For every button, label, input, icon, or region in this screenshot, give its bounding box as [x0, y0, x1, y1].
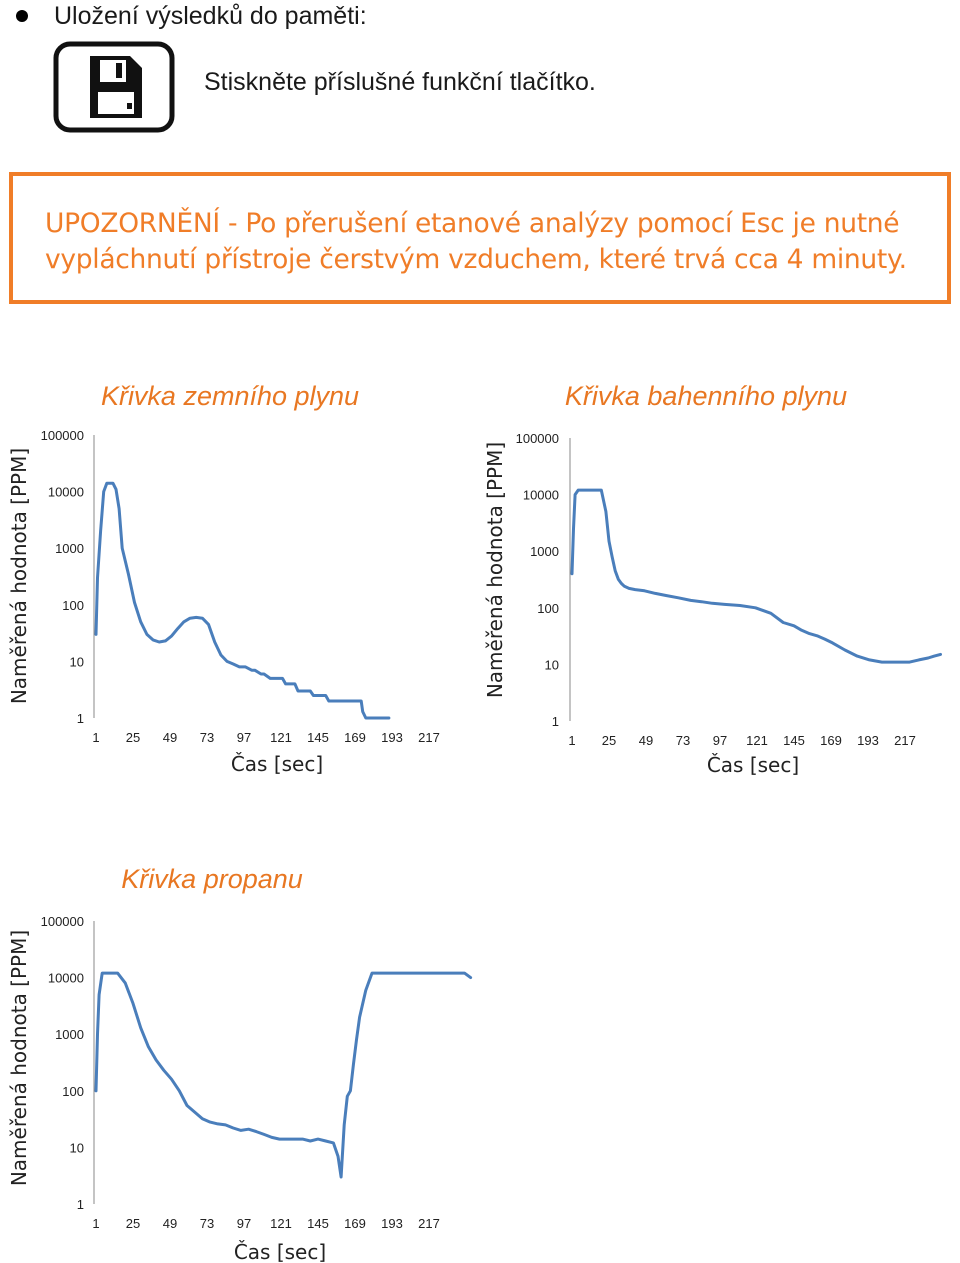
y-tick-label: 1 [551, 714, 559, 729]
x-tick-label: 193 [381, 730, 403, 745]
x-tick-label: 73 [199, 730, 215, 745]
y-axis-label: Naměřená hodnota [PPM] [483, 441, 507, 699]
x-tick-label: 73 [675, 733, 691, 748]
x-tick-label: 145 [307, 1216, 329, 1231]
x-tick-label: 49 [162, 1216, 178, 1231]
x-axis-label: Čas [sec] [230, 752, 324, 776]
chart-marsh-gas [480, 370, 960, 790]
y-axis-label: Naměřená hodnota [PPM] [7, 447, 31, 705]
x-tick-label: 97 [712, 733, 728, 748]
chart-title: Křivka propanu [121, 864, 303, 894]
series-line [96, 483, 389, 718]
chart-title: Křivka zemního plynu [100, 381, 360, 411]
warning-box [9, 172, 951, 304]
y-tick-label: 10000 [47, 970, 84, 986]
x-tick-label: 145 [783, 733, 805, 748]
y-tick-label: 100 [62, 597, 84, 613]
x-tick-label: 169 [820, 733, 842, 748]
x-tick-label: 169 [344, 1216, 366, 1231]
x-tick-label: 193 [381, 1216, 403, 1231]
x-tick-label: 1 [92, 1216, 100, 1231]
x-tick-label: 193 [857, 733, 879, 748]
x-tick-label: 97 [236, 730, 252, 745]
x-tick-label: 121 [270, 730, 292, 745]
y-tick-label: 10000 [522, 487, 559, 503]
x-tick-label: 121 [746, 733, 768, 748]
y-tick-label: 10 [69, 654, 84, 670]
x-tick-label: 73 [199, 1216, 215, 1231]
y-tick-label: 1000 [530, 544, 559, 560]
y-axis-label: Naměřená hodnota [PPM] [7, 929, 31, 1187]
x-tick-label: 217 [418, 1216, 440, 1231]
bullet-dot-icon [16, 10, 28, 22]
y-tick-label: 1000 [55, 541, 84, 557]
save-instruction: Stiskněte příslušné funkční tlačítko. [204, 68, 596, 96]
warning-text [45, 206, 925, 278]
y-tick-label: 10 [69, 1140, 84, 1156]
chart-propane [0, 858, 480, 1263]
series-line [96, 973, 471, 1177]
x-tick-label: 25 [601, 733, 617, 748]
y-tick-label: 100000 [40, 428, 84, 443]
y-tick-label: 100 [62, 1083, 84, 1099]
x-tick-label: 25 [125, 1216, 141, 1231]
chart-title: Křivka bahenního plynu [564, 381, 848, 411]
x-tick-label: 1 [568, 733, 576, 748]
x-tick-label: 97 [236, 1216, 252, 1231]
y-tick-label: 1 [76, 1197, 84, 1212]
y-tick-label: 100 [537, 600, 559, 616]
x-tick-label: 25 [125, 730, 141, 745]
x-tick-label: 49 [162, 730, 178, 745]
section-heading: Uložení výsledků do paměti: [54, 1, 367, 30]
chart-natural-gas [0, 370, 480, 790]
x-tick-label: 169 [344, 730, 366, 745]
bullet-row [0, 0, 367, 32]
y-tick-label: 1 [76, 711, 84, 726]
x-tick-label: 121 [270, 1216, 292, 1231]
x-axis-label: Čas [sec] [233, 1240, 327, 1263]
warning-line-1: UPOZORNĚNÍ - Po přerušení etanové analýzy pomocí Esc je nutné [45, 208, 900, 239]
warning-line-2: vypláchnutí přístroje čerstvým vzduchem, které trvá cca 4 minuty. [45, 244, 907, 275]
x-tick-label: 1 [92, 730, 100, 745]
x-tick-label: 145 [307, 730, 329, 745]
floppy-disk-icon[interactable] [52, 40, 176, 134]
x-axis-label: Čas [sec] [706, 753, 800, 777]
x-tick-label: 217 [418, 730, 440, 745]
y-tick-label: 1000 [55, 1027, 84, 1043]
series-line [572, 490, 941, 662]
y-tick-label: 10000 [47, 484, 84, 500]
y-tick-label: 10 [544, 657, 559, 673]
y-tick-label: 100000 [40, 914, 84, 929]
x-tick-label: 49 [638, 733, 654, 748]
x-tick-label: 217 [894, 733, 916, 748]
y-tick-label: 100000 [515, 431, 559, 446]
